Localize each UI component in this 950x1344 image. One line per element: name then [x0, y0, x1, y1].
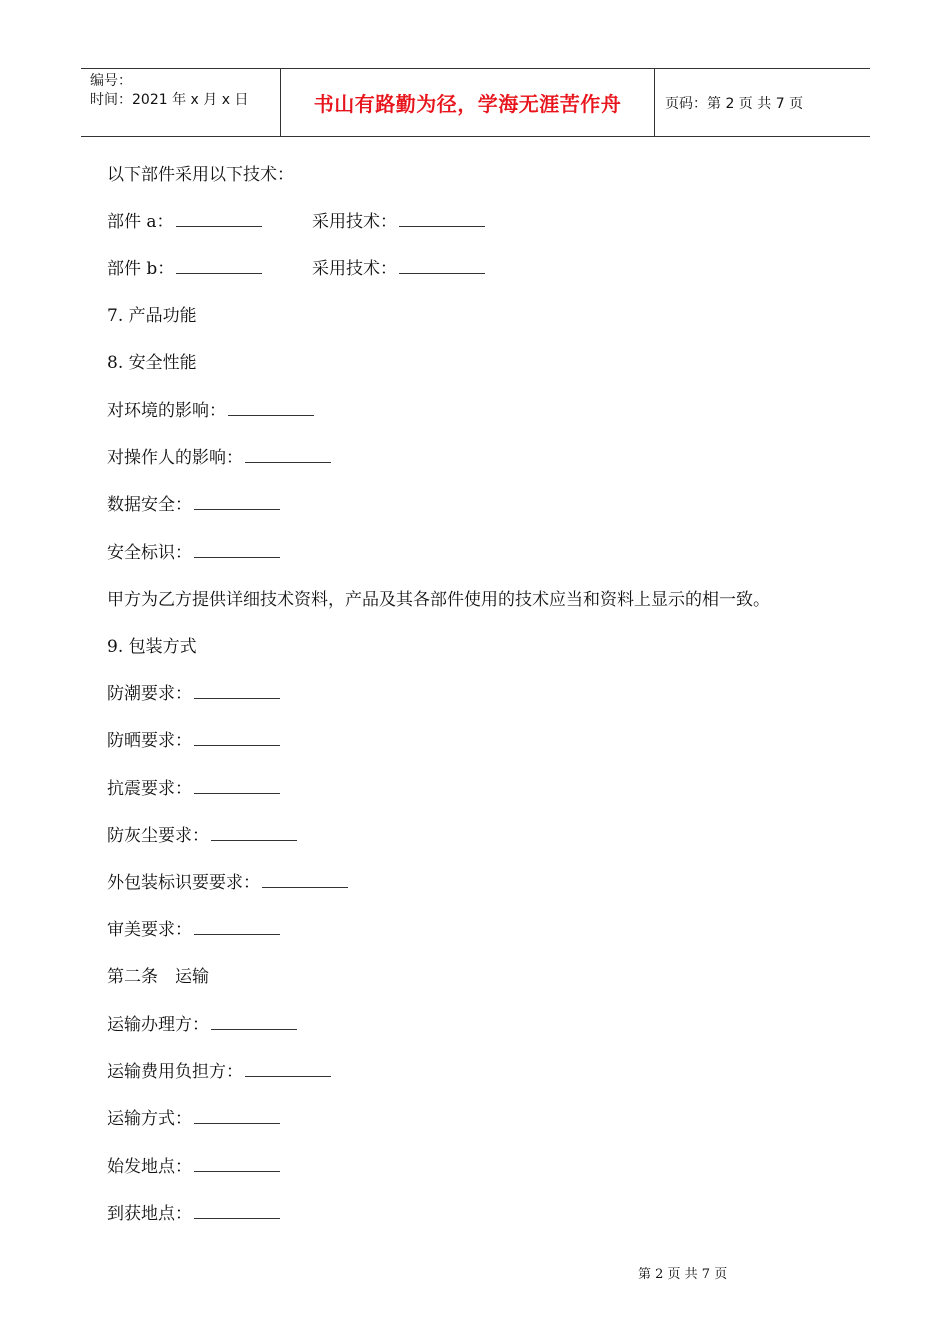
moisture-row: [107, 679, 280, 704]
part-b-tech-blank[interactable]: [399, 259, 485, 274]
section-8-heading: 8. 安全性能: [107, 353, 197, 373]
part-a-tech-label: 采用技术：: [312, 212, 397, 232]
part-a-tech: [312, 207, 485, 232]
technical-statement: 甲方为乙方提供详细技术资料，产品及其各部件使用的技术应当和资料上显示的相一致。: [107, 590, 770, 610]
intro-text: 以下部件采用以下技术：: [107, 165, 294, 185]
part-a-blank[interactable]: [176, 212, 262, 227]
part-b-label: 部件 b：: [107, 259, 175, 279]
outer-mark-label: 外包装标识要要求：: [107, 873, 260, 893]
handler-blank[interactable]: [211, 1015, 297, 1030]
safety-mark-label: 安全标识：: [107, 543, 192, 563]
serial-label: 编号：: [90, 73, 132, 89]
origin-row: [107, 1152, 280, 1177]
safety-mark-blank[interactable]: [194, 543, 280, 558]
sun-label: 防晒要求：: [107, 731, 192, 751]
operator-impact-blank[interactable]: [245, 448, 331, 463]
cost-bearer-blank[interactable]: [245, 1062, 331, 1077]
cost-bearer-label: 运输费用负担方：: [107, 1062, 243, 1082]
sun-row: [107, 726, 280, 751]
shock-blank[interactable]: [194, 779, 280, 794]
part-a-tech-blank[interactable]: [399, 212, 485, 227]
dust-row: [107, 821, 297, 846]
page-header: [81, 68, 870, 137]
destination-label: 到获地点：: [107, 1204, 192, 1224]
safety-mark-row: [107, 538, 280, 563]
env-impact-label: 对环境的影响：: [107, 401, 226, 421]
dust-blank[interactable]: [211, 826, 297, 841]
header-meta: [81, 69, 281, 136]
destination-row: [107, 1199, 280, 1224]
origin-label: 始发地点：: [107, 1157, 192, 1177]
part-b-blank[interactable]: [176, 259, 262, 274]
destination-blank[interactable]: [194, 1204, 280, 1219]
operator-impact-row: [107, 443, 331, 468]
header-page-info: 页码：第 2 页 共 7 页: [665, 95, 804, 112]
data-safety-label: 数据安全：: [107, 495, 192, 515]
section-7-heading: 7. 产品功能: [107, 306, 197, 326]
sun-blank[interactable]: [194, 731, 280, 746]
section-9-heading: 9. 包装方式: [107, 637, 197, 657]
dust-label: 防灰尘要求：: [107, 826, 209, 846]
part-a-label: 部件 a：: [107, 212, 174, 232]
cost-bearer-row: [107, 1057, 331, 1082]
aesthetic-blank[interactable]: [194, 920, 280, 935]
outer-mark-blank[interactable]: [262, 873, 348, 888]
date-label: 时间：2021 年 x 月 x 日: [90, 92, 249, 108]
env-impact-blank[interactable]: [228, 401, 314, 416]
env-impact-row: [107, 396, 314, 421]
data-safety-row: [107, 490, 280, 515]
moisture-label: 防潮要求：: [107, 684, 192, 704]
operator-impact-label: 对操作人的影响：: [107, 448, 243, 468]
header-motto: 书山有路勤为径，学海无涯苦作舟: [281, 69, 655, 136]
aesthetic-label: 审美要求：: [107, 920, 192, 940]
handler-label: 运输办理方：: [107, 1015, 209, 1035]
data-safety-blank[interactable]: [194, 495, 280, 510]
part-b-tech-label: 采用技术：: [312, 259, 397, 279]
shock-label: 抗震要求：: [107, 779, 192, 799]
part-b-tech: [312, 254, 485, 279]
method-label: 运输方式：: [107, 1109, 192, 1129]
method-blank[interactable]: [194, 1109, 280, 1124]
origin-blank[interactable]: [194, 1157, 280, 1172]
page-footer: 第 2 页 共 7 页: [638, 1267, 728, 1282]
method-row: [107, 1104, 280, 1129]
moisture-blank[interactable]: [194, 684, 280, 699]
outer-mark-row: [107, 868, 348, 893]
part-b-row: [107, 254, 607, 279]
shock-row: [107, 774, 280, 799]
article-2-heading: 第二条 运输: [107, 967, 209, 987]
aesthetic-row: [107, 915, 280, 940]
part-a-row: [107, 207, 607, 232]
handler-row: [107, 1010, 297, 1035]
